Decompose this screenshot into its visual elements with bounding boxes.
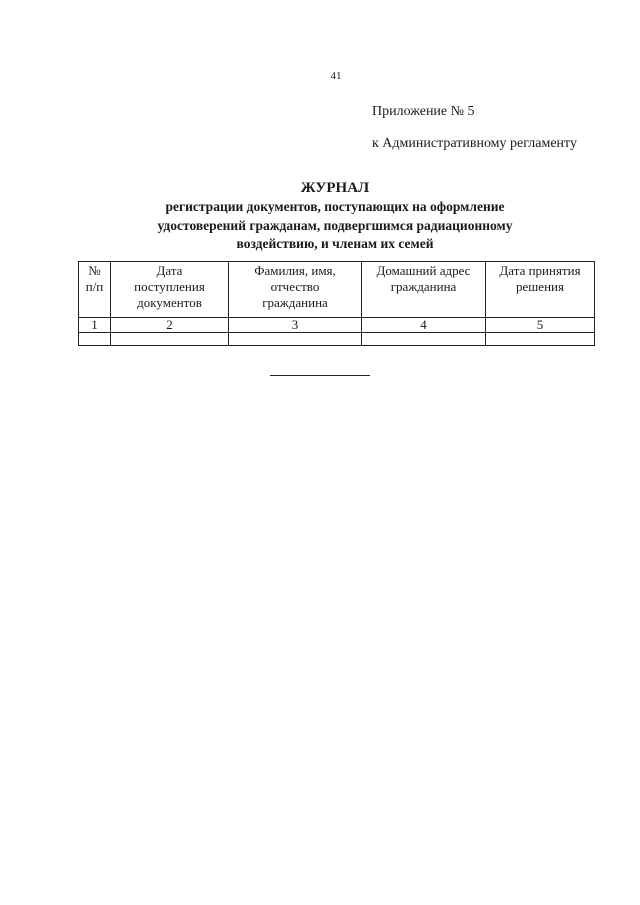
header-cell-date-received — [111, 262, 229, 318]
header-line: отчество — [270, 279, 320, 294]
page-number: 41 — [330, 70, 342, 82]
empty-cell — [486, 333, 595, 346]
column-number-cell: 4 — [362, 318, 486, 333]
column-number-cell: 1 — [79, 318, 111, 333]
header-cell-decision-date — [486, 262, 595, 318]
header-line: Дата — [156, 263, 183, 278]
empty-cell — [362, 333, 486, 346]
header-cell-number — [79, 262, 111, 318]
column-number-row — [79, 318, 595, 333]
header-cell-full-name — [229, 262, 362, 318]
empty-cell — [79, 333, 111, 346]
closing-divider-line — [270, 375, 370, 376]
empty-table-row — [79, 333, 595, 346]
header-line: поступления — [134, 279, 205, 294]
journal-subtitle-line: регистрации документов, поступающих на оформление — [165, 199, 505, 214]
appendix-label: Приложение № 5 — [372, 104, 475, 119]
empty-cell — [229, 333, 362, 346]
header-line: № — [88, 263, 101, 278]
header-line: решения — [516, 279, 564, 294]
table-header-row — [79, 262, 595, 318]
journal-heading — [100, 178, 570, 254]
journal-subtitle-line: воздействию, и членам их семей — [236, 236, 434, 251]
header-line: гражданина — [390, 279, 457, 294]
journal-title: ЖУРНАЛ — [300, 180, 370, 196]
journal-subtitle-line: удостоверений гражданам, подвергшимся радиационному — [157, 217, 513, 233]
appendix-reference: к Административному регламенту — [372, 136, 577, 151]
journal-table — [78, 261, 595, 346]
header-line: Домашний адрес — [376, 263, 471, 278]
empty-cell — [111, 333, 229, 346]
column-number-cell: 2 — [111, 318, 229, 333]
column-number-cell: 5 — [486, 318, 595, 333]
column-number-cell: 3 — [229, 318, 362, 333]
header-line: Дата принятия — [499, 263, 581, 278]
header-line: п/п — [85, 279, 104, 294]
header-cell-home-address — [362, 262, 486, 318]
header-line: гражданина — [262, 295, 328, 310]
header-line: документов — [137, 295, 202, 310]
header-line: Фамилия, имя, — [254, 263, 336, 278]
